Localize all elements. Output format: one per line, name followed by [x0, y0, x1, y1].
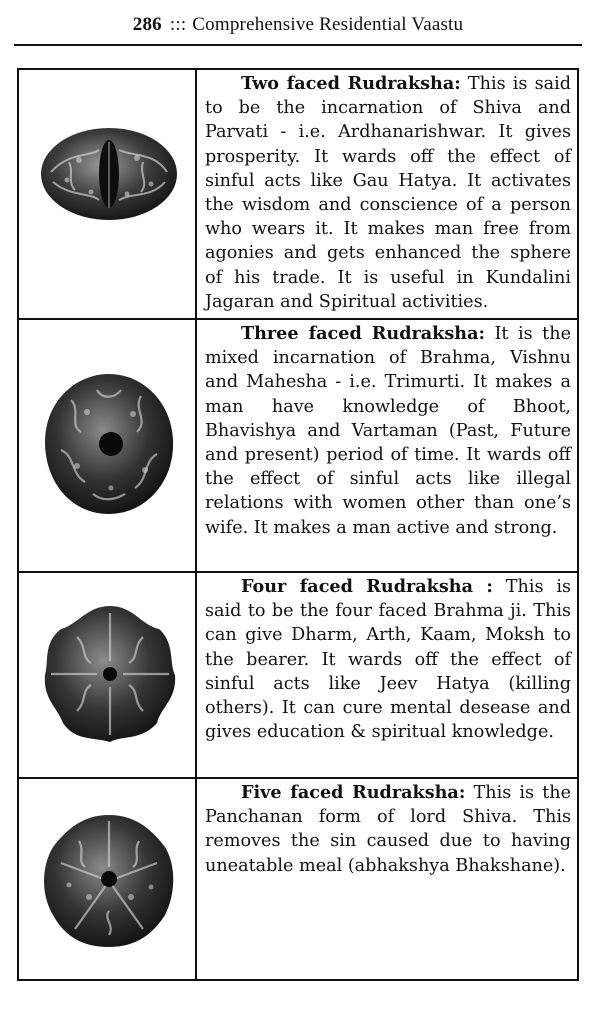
image-cell: [19, 573, 197, 777]
five-faced-rudraksha-image: [39, 811, 179, 951]
entry-title: Four faced Rudraksha :: [241, 576, 493, 597]
entry-title: Five faced Rudraksha:: [241, 782, 466, 803]
page-number: 286: [132, 14, 162, 35]
entry-body: It is the mixed incarnation of Brahma, Vishnu and Mahesha - i.e. Trimurti. It makes a man have knowledge of Bhoot, Bhavishya and Vartaman (Past, Future and present) period of time. It wards off the effect of sinful acts like illegal relations with women other than one’s wife. It makes a man active and strong.: [205, 324, 571, 538]
table-row-four-faced: [19, 573, 577, 779]
entry-text: [205, 575, 571, 744]
entry-title: Three faced Rudraksha:: [241, 323, 485, 344]
entry-body: This is said to be the four faced Brahma ji. This can give Dharm, Arth, Kaam, Moksh to the bearer. It wards off the effect of sinful acts like Jeev Hatya (killing others). It can cure mental desease and gives education & spiritual knowledge.: [205, 577, 571, 743]
two-faced-rudraksha-image: [39, 122, 179, 226]
image-cell: [19, 779, 197, 979]
entry-body: This is said to be the incarnation of Shiva and Parvati - i.e. Ardhanarishwar. It gives prosperity. It wards off the effect of sinful acts like Gau Hatya. It activates the wisdom and conscience of a person who wears it. It makes man free from agonies and gets enhanced the sphere of his trade. It is useful in Kundalini Jagaran and Spiritual activities.: [205, 74, 571, 312]
four-faced-rudraksha-image: [41, 603, 179, 745]
entry-title: Two faced Rudraksha:: [241, 73, 461, 94]
entry-text: [205, 781, 571, 878]
entry-body: This is the Panchanan form of lord Shiva. This removes the sin caused due to having uneatable meal (abhakshya Bhakshane).: [205, 783, 572, 876]
entry-text: [205, 322, 571, 540]
entry-text: [205, 72, 571, 314]
header-separator: :::: [169, 14, 187, 35]
rudraksha-table: [17, 68, 579, 981]
image-cell: [19, 320, 197, 571]
table-row-three-faced: [19, 320, 577, 573]
page-header: [14, 14, 582, 46]
image-cell: [19, 70, 197, 318]
table-row-two-faced: [19, 70, 577, 320]
book-title: Comprehensive Residential Vaastu: [192, 14, 464, 35]
three-faced-rudraksha-image: [41, 370, 177, 518]
table-row-five-faced: [19, 779, 577, 979]
